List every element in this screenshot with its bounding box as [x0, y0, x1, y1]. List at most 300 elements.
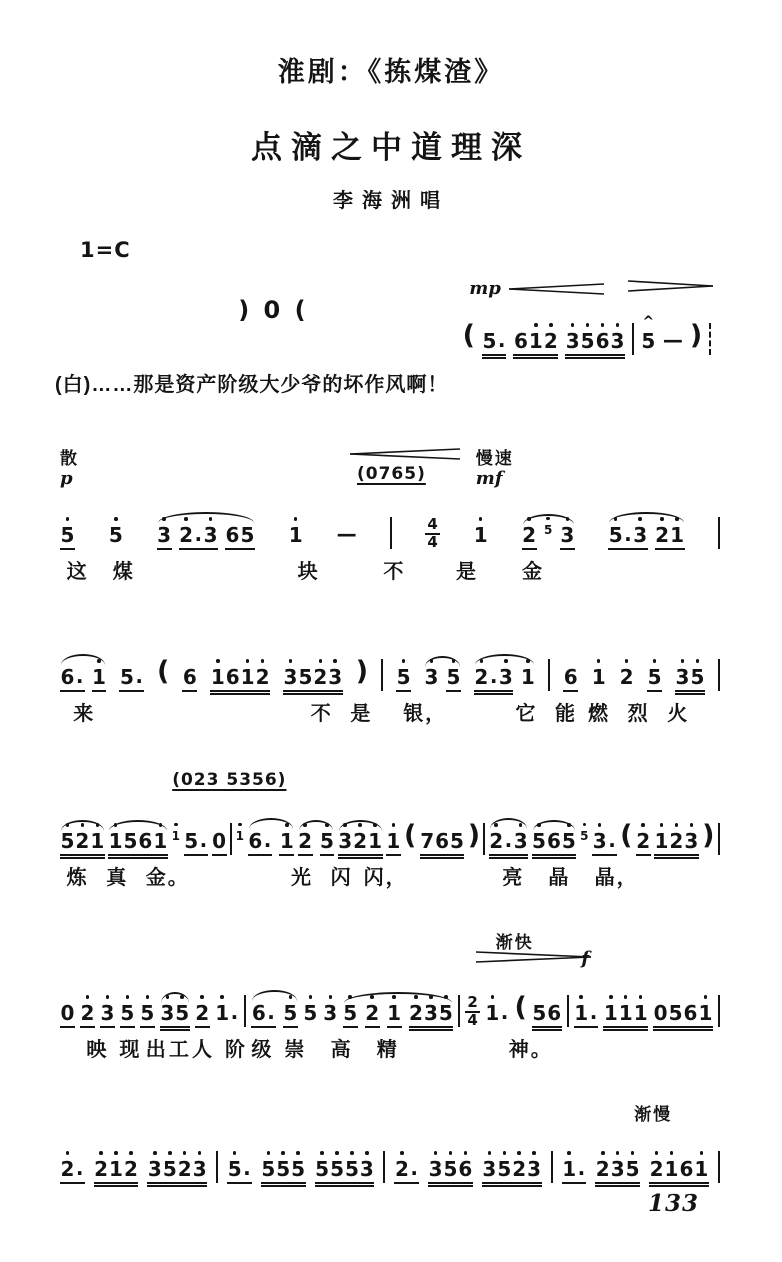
note — [60, 1156, 85, 1180]
note-digit: 2 — [75, 829, 90, 853]
note-digit: 1 — [528, 329, 543, 353]
note-digit: 1 — [694, 1157, 709, 1181]
note — [386, 830, 401, 852]
note-digit: 0 — [653, 1001, 668, 1025]
lyric-syllable: 神。 — [508, 1039, 553, 1061]
note-digit: 1 — [90, 829, 105, 853]
note-digit: 6 — [435, 829, 450, 853]
note-digit: 6 — [683, 1001, 698, 1025]
notation-row — [60, 1136, 720, 1180]
note-digit: 2 — [298, 829, 312, 853]
opera-title: 淮剧：《拣煤渣》 — [277, 57, 505, 87]
slur-group — [251, 1000, 297, 1024]
barline — [718, 823, 720, 855]
slur-group — [608, 522, 684, 546]
note-digit: 3 — [482, 1157, 497, 1181]
note-digit: 6 — [251, 1001, 266, 1025]
parenthesis: ( — [157, 656, 170, 687]
note-digit: 1 — [387, 1001, 402, 1025]
note — [649, 1158, 709, 1180]
note-digit: 2 — [636, 829, 651, 853]
note-digit: 5 — [261, 1157, 276, 1181]
note-digit: 3 — [323, 1001, 338, 1025]
note-digit: 5 — [298, 665, 313, 689]
note-digit: 6 — [248, 829, 263, 853]
note-digit: 6 — [679, 1157, 694, 1181]
note-digit: 2 — [365, 1001, 380, 1025]
note-digit: 5 — [544, 522, 553, 537]
note-digit: 5 — [561, 829, 576, 853]
augmentation-dot: . — [263, 828, 272, 852]
note-digit: 1 — [108, 829, 123, 853]
note-digit: 2 — [409, 1001, 423, 1025]
duration-dash: — — [662, 328, 683, 352]
lyric-syllable: 出 — [145, 1039, 168, 1061]
note — [654, 830, 699, 852]
slur-group — [532, 830, 577, 852]
note — [591, 666, 606, 688]
note — [184, 828, 209, 852]
note — [520, 666, 535, 688]
slur-group — [157, 522, 255, 546]
note-digit: 3 — [610, 1157, 625, 1181]
note-digit: 3 — [428, 1157, 443, 1181]
slur-group — [60, 664, 106, 688]
note — [424, 666, 439, 688]
lyric-syllable: 火 — [667, 703, 690, 725]
lyric-syllable: 精 — [376, 1039, 399, 1061]
parenthesis: ) — [702, 820, 715, 851]
lyric-syllable: 燃 — [588, 703, 610, 725]
note — [474, 664, 513, 688]
note-digit: 5 — [647, 665, 662, 689]
note-digit: 2 — [655, 523, 670, 547]
note — [288, 524, 303, 546]
score-line-2 — [60, 620, 720, 727]
note-digit: 1 — [109, 1157, 123, 1181]
augmentation-dot: . — [500, 1000, 509, 1024]
note-digit: 3 — [328, 665, 343, 689]
note-digit: 3 — [675, 665, 690, 689]
annotation-row — [60, 620, 720, 644]
note-digit: 5 — [175, 1001, 190, 1025]
note-digit: 6 — [225, 523, 240, 547]
barline — [383, 1151, 385, 1183]
note — [212, 830, 227, 852]
parenthesis: ( — [514, 992, 527, 1023]
note — [147, 1158, 207, 1180]
note-digit: 6 — [513, 329, 528, 353]
note-digit: 5 — [320, 829, 334, 853]
note — [298, 830, 313, 852]
note — [338, 830, 383, 852]
dyn-marking: p — [60, 468, 73, 489]
note — [592, 828, 617, 852]
note-digit: 5 — [60, 829, 75, 853]
slur-group — [474, 664, 535, 688]
note-digit: 5 — [184, 829, 199, 853]
barline — [548, 659, 550, 691]
note — [396, 666, 411, 688]
note — [248, 828, 273, 852]
note — [320, 830, 335, 852]
cresc-hairpin — [509, 283, 604, 295]
augmentation-dot: . — [624, 522, 632, 546]
note — [636, 830, 651, 852]
note-digit: 2 — [123, 1157, 138, 1181]
note — [60, 524, 75, 546]
grace-note — [235, 830, 244, 843]
augmentation-dot: . — [243, 1156, 251, 1180]
note-digit: 0 — [212, 829, 227, 853]
note-digit: 5 — [343, 1001, 358, 1025]
note-digit: 3 — [100, 1001, 115, 1025]
key-signature: 1=C — [80, 238, 131, 262]
dim-hairpin — [476, 951, 591, 963]
note-digit: 5 — [446, 665, 461, 689]
note-digit: 3 — [338, 829, 353, 853]
note-digit: 3 — [423, 1001, 438, 1025]
note — [140, 1002, 155, 1024]
note-digit: 7 — [420, 829, 435, 853]
note-digit: 5 — [497, 1157, 512, 1181]
augmentation-dot: . — [75, 664, 84, 688]
note — [227, 1156, 252, 1180]
lyric-syllable: 是 — [456, 561, 478, 583]
note-digit: 2 — [489, 829, 504, 853]
slur-group — [298, 830, 335, 852]
lyric-syllable: 块 — [297, 561, 320, 583]
lyric-syllable: 人 — [192, 1039, 214, 1061]
annotation-row — [60, 278, 720, 324]
note-digit: 1 — [654, 829, 669, 853]
grace-note — [544, 524, 553, 537]
note — [560, 524, 575, 546]
note-digit: 1 — [591, 665, 606, 689]
note-digit: 1 — [279, 829, 294, 853]
augmentation-dot: . — [589, 1000, 598, 1024]
dyn-marking: mp — [469, 278, 501, 299]
note-digit: 2 — [313, 665, 328, 689]
notation-row — [60, 502, 720, 551]
note-digit: 5 — [276, 1157, 291, 1181]
note-digit: 0 — [60, 1001, 75, 1025]
note — [225, 524, 255, 546]
augmentation-dot: . — [230, 1000, 239, 1024]
note — [60, 830, 105, 852]
note — [473, 524, 488, 546]
barline — [632, 323, 634, 355]
lyric-syllable: 来 — [73, 703, 96, 725]
annotation-row — [60, 1100, 720, 1136]
lyric-syllable: 是 — [350, 703, 373, 725]
note-digit: 1 — [288, 523, 303, 547]
note-digit: 3 — [684, 829, 699, 853]
note-digit: 2 — [669, 829, 684, 853]
time-signature — [425, 517, 439, 551]
augmentation-dot: . — [410, 1156, 418, 1180]
note-digit: 3 — [147, 1157, 162, 1181]
note-digit: 2 — [619, 665, 634, 689]
note-digit: 5 — [283, 1001, 298, 1025]
barline — [718, 995, 720, 1027]
note — [420, 830, 465, 852]
note — [428, 1158, 473, 1180]
note-digit: 3 — [513, 829, 528, 853]
note-digit: 5 — [532, 829, 546, 853]
slur-group — [338, 830, 383, 852]
note-digit: 1 — [618, 1001, 633, 1025]
note — [108, 830, 168, 852]
note-digit: 5 — [625, 1157, 640, 1181]
note-digit: 1 — [92, 665, 106, 689]
lyric-syllable: 烈 — [627, 703, 650, 725]
augmentation-dot: . — [497, 328, 506, 352]
augmentation-dot: . — [267, 1000, 275, 1024]
note-digit: 5 — [608, 523, 623, 547]
note-digit: 1 — [171, 828, 180, 843]
lyric-syllable: 金。 — [145, 867, 190, 889]
augmentation-dot: . — [489, 664, 498, 688]
lyric-syllable: 高 — [330, 1039, 353, 1061]
fill-marking: (023 5356) — [172, 770, 287, 790]
annotation-row — [60, 444, 720, 502]
note-digit: 1 — [633, 1001, 648, 1025]
note-digit: 1 — [210, 665, 225, 689]
note-digit: 3 — [203, 523, 218, 547]
note — [303, 1002, 318, 1024]
note-digit: 5 — [580, 329, 595, 353]
note — [119, 664, 144, 688]
note — [675, 666, 705, 688]
tempo-marking: 散 — [60, 449, 79, 468]
note — [365, 1002, 380, 1024]
note — [655, 524, 685, 546]
lyric-syllable: 晶 — [548, 867, 571, 889]
note-digit: 2 — [649, 1157, 664, 1181]
barline — [718, 517, 720, 549]
parenthesis: ( — [620, 820, 633, 851]
note-digit: 2 — [80, 1001, 95, 1025]
score-line-4 — [60, 928, 720, 1063]
note-digit: 6 — [595, 329, 610, 353]
note — [120, 1002, 135, 1024]
note-digit: 3 — [157, 523, 172, 547]
notation-row — [463, 308, 720, 352]
lyric-syllable: 这 — [66, 561, 89, 583]
time-sig-numerator: 2 — [467, 993, 478, 1012]
note-digit: 3 — [560, 523, 575, 547]
note — [595, 1158, 640, 1180]
note-digit: 6 — [546, 829, 561, 853]
lyric-syllable: 光 — [291, 867, 313, 889]
note-digit: 6 — [458, 1157, 473, 1181]
augmentation-dot: . — [608, 828, 616, 852]
augmentation-dot: . — [577, 1156, 586, 1180]
note-digit: 2 — [177, 1157, 192, 1181]
note — [60, 664, 85, 688]
slur-group — [160, 1002, 190, 1024]
lyric-syllable: 亮 — [502, 867, 525, 889]
lyric-syllable: 真 — [106, 867, 129, 889]
lyric-syllable: 银， — [403, 703, 448, 725]
barline — [567, 995, 569, 1027]
note — [482, 1158, 542, 1180]
note-digit: 5 — [119, 665, 134, 689]
notation-row — [60, 808, 720, 852]
lyric-syllable: 工 — [168, 1039, 191, 1061]
note-digit: 1 — [574, 1001, 589, 1025]
note-digit: 1 — [153, 829, 168, 853]
note-digit: 1 — [235, 828, 244, 843]
slur-group — [343, 1002, 454, 1024]
note-digit: 1 — [240, 665, 255, 689]
note-digit: 3 — [424, 665, 439, 689]
parenthesis: ( — [404, 820, 417, 851]
note — [195, 1002, 210, 1024]
note-digit: 2 — [179, 523, 193, 547]
note-digit: 3 — [192, 1157, 207, 1181]
time-sig-numerator: 4 — [427, 515, 438, 534]
lyric-syllable: 闪 — [330, 867, 353, 889]
slur-group — [489, 828, 528, 852]
note-digit: 6 — [225, 665, 240, 689]
note-digit: 1 — [368, 829, 382, 853]
augmentation-dot: . — [135, 664, 143, 688]
note-digit: 3 — [498, 665, 513, 689]
barline — [458, 995, 460, 1027]
note — [80, 1002, 95, 1024]
slur-group — [522, 524, 575, 546]
note-digit: 2 — [512, 1157, 527, 1181]
tempo-marking: 慢速 — [475, 449, 514, 468]
augmentation-dot: . — [194, 522, 203, 546]
note — [619, 666, 634, 688]
note-digit: 2 — [94, 1157, 109, 1181]
note-digit: 5 — [303, 1001, 318, 1025]
note — [563, 666, 578, 688]
annotation-row — [60, 928, 720, 980]
parenthesis: ) — [355, 656, 369, 687]
note — [485, 1000, 510, 1024]
time-sig-denominator: 4 — [467, 1011, 478, 1029]
note-digit: 3 — [359, 1157, 374, 1181]
slur-group — [424, 666, 461, 688]
page-number: 133 — [648, 1190, 700, 1217]
note-digit: 3 — [592, 829, 607, 853]
barline — [244, 995, 246, 1027]
note-digit: 5 — [140, 1001, 155, 1025]
augmentation-dot: . — [199, 828, 208, 852]
lyric-syllable: 级 — [251, 1039, 274, 1061]
note-digit: 3 — [633, 523, 648, 547]
score-line-3 — [60, 762, 720, 891]
note-digit: 1 — [215, 1001, 230, 1025]
lyric-syllable: 崇 — [284, 1039, 307, 1061]
lyric-syllable: 晶， — [594, 867, 639, 889]
note-digit: 5 — [330, 1157, 344, 1181]
time-signature — [465, 995, 479, 1029]
annotation-row — [60, 762, 720, 808]
note-digit: 6 — [563, 665, 578, 689]
notation-row — [60, 644, 720, 688]
note — [157, 524, 172, 546]
note-digit: 5 — [443, 1157, 458, 1181]
note — [562, 1156, 587, 1180]
lyric-syllable: 金 — [522, 561, 544, 583]
note — [60, 1002, 75, 1024]
note — [565, 330, 625, 352]
slur-group — [60, 830, 105, 852]
note — [532, 830, 577, 852]
note — [160, 1002, 190, 1024]
note — [603, 1002, 648, 1024]
lyric-syllable: 煤 — [112, 561, 135, 583]
note — [653, 1002, 713, 1024]
dyn-marking: f — [581, 948, 590, 969]
note-digit: 1 — [473, 523, 488, 547]
grace-note — [580, 830, 589, 843]
barline — [718, 1151, 720, 1183]
slur-group — [108, 830, 168, 852]
note — [489, 828, 528, 852]
note — [574, 1000, 599, 1024]
lyric-row — [60, 1033, 720, 1063]
lyric-row — [60, 555, 720, 585]
note-digit: 5 — [291, 1157, 306, 1181]
note — [315, 1158, 375, 1180]
note-digit: 5 — [482, 329, 497, 353]
score-line-1 — [60, 444, 720, 585]
note-digit: 5 — [123, 829, 138, 853]
note-digit: 5 — [580, 828, 589, 843]
parenthesis: ) — [689, 320, 703, 351]
note-digit: 1 — [670, 523, 684, 547]
grace-note — [171, 830, 180, 843]
note — [210, 666, 270, 688]
note-digit: 5 — [450, 829, 464, 853]
note-digit: 5 — [227, 1157, 242, 1181]
lyric-syllable: 炼 — [66, 867, 89, 889]
note — [279, 830, 294, 852]
note-digit: 6 — [547, 1001, 562, 1025]
note-digit: 6 — [182, 665, 197, 689]
note — [94, 1158, 139, 1180]
note-digit: 2 — [522, 523, 537, 547]
note — [482, 328, 507, 352]
note — [283, 666, 343, 688]
barline — [230, 823, 232, 855]
note-digit: 1 — [664, 1157, 679, 1181]
note-digit: 1 — [386, 829, 401, 853]
note-digit: 3 — [527, 1157, 542, 1181]
note-digit: 1 — [485, 1001, 500, 1025]
note — [394, 1156, 419, 1180]
note — [343, 1002, 358, 1024]
note — [179, 522, 218, 546]
note-digit: 5 — [396, 665, 411, 689]
note-digit: 5 — [532, 1001, 547, 1025]
barline — [718, 659, 720, 691]
note-digit: 2 — [60, 1157, 75, 1181]
lyric-row — [60, 861, 720, 891]
note — [182, 666, 197, 688]
song-title: 点滴之中道理深 — [251, 130, 531, 165]
parenthesis: ) — [467, 820, 481, 851]
lyric-syllable: 阶 — [225, 1039, 247, 1061]
note-digit: 2 — [394, 1157, 409, 1181]
score-line-5 — [60, 1100, 720, 1180]
